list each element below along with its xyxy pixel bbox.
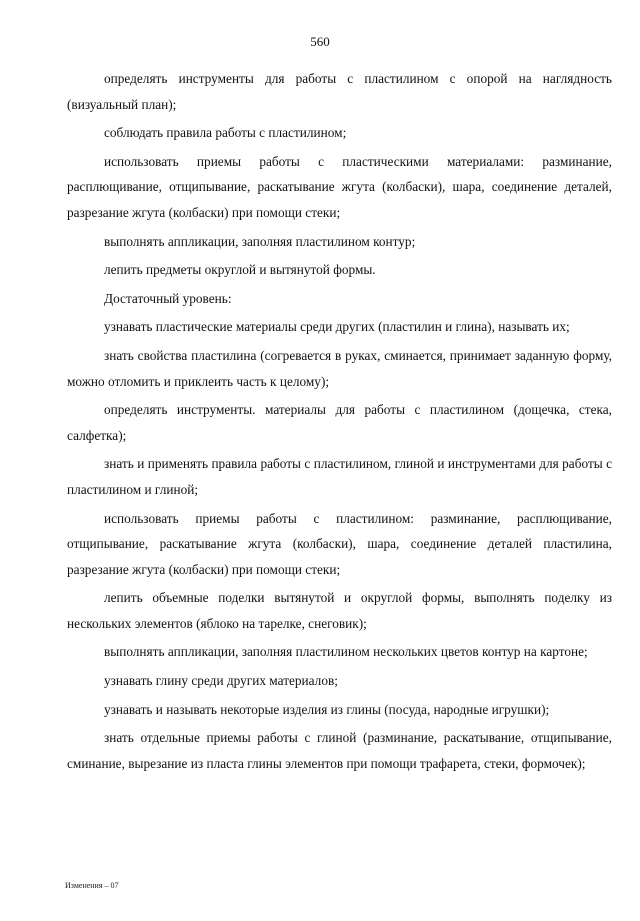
footer-revision-note: Изменения – 07	[65, 881, 119, 890]
paragraph: выполнять аппликации, заполняя пластилином нескольких цветов контур на картоне;	[104, 644, 588, 660]
page-number: 560	[310, 34, 330, 49]
paragraph: узнавать глину среди других материалов;	[104, 673, 338, 689]
paragraph: выполнять аппликации, заполняя пластилином контур;	[104, 233, 416, 249]
paragraph: знать отдельные приемы работы с глиной (разминание, раскатывание, отщипывание, сминание, вырезание из пласта глины элементов при помощи трафарета, стеки, формочек);	[67, 730, 612, 771]
paragraph: определять инструменты. материалы для работы с пластилином (дощечка, стека, салфетка);	[67, 402, 612, 443]
paragraph: знать свойства пластилина (согревается в руках, сминается, принимает заданную форму, можно отломить и приклеить часть к целому);	[67, 347, 612, 389]
paragraph: использовать приемы работы с пластическими материалами: разминание, расплющивание, отщипывание, раскатывание жгута (колбаски), шара, соединение деталей, разрезание жгута (колбаски) при помощи стеки;	[67, 153, 612, 220]
paragraph: знать и применять правила работы с пластилином, глиной и инструментами для работы с пластилином и глиной;	[67, 456, 612, 497]
paragraph: определять инструменты для работы с пластилином с опорой на наглядность (визуальный план);	[67, 71, 612, 112]
paragraph: узнавать и называть некоторые изделия из глины (посуда, народные игрушки);	[104, 701, 550, 717]
paragraph: лепить предметы округлой и вытянутой формы.	[104, 262, 376, 278]
page-body	[67, 66, 612, 779]
paragraph: соблюдать правила работы с пластилином;	[104, 125, 347, 141]
section-heading: Достаточный уровень:	[104, 290, 232, 306]
paragraph: узнавать пластические материалы среди других (пластилин и глина), называть их;	[104, 319, 570, 335]
paragraph: лепить объемные поделки вытянутой и округлой формы, выполнять поделку из нескольких элементов (яблоко на тарелке, снеговик);	[67, 590, 612, 631]
paragraph: использовать приемы работы с пластилином: разминание, расплющивание, отщипывание, раскатывание жгута (колбаски), шара, соединение деталей пластилина, разрезание жгута (колбаски) при помощи стеки;	[67, 510, 612, 577]
